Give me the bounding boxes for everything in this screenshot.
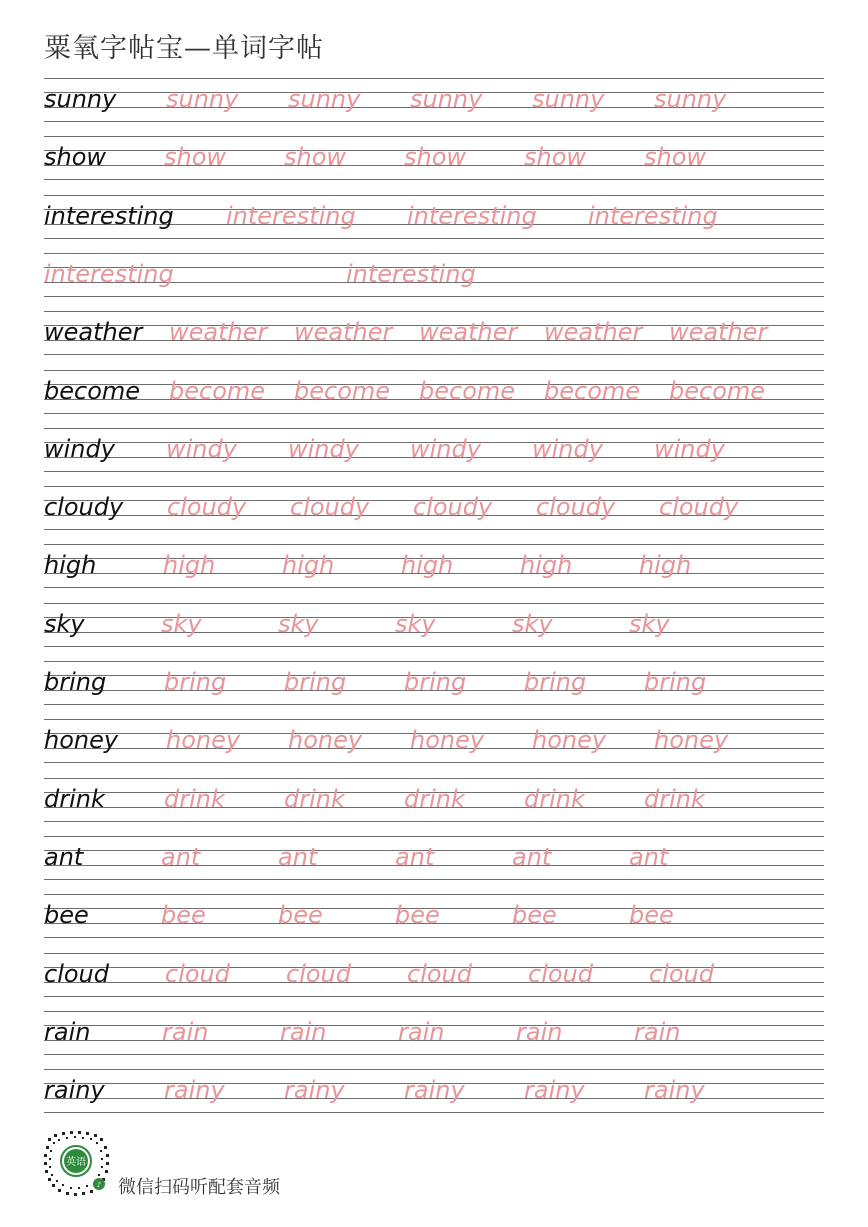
ruled-line (44, 136, 824, 137)
trace-word: cloud (286, 959, 351, 988)
model-word: show (44, 143, 107, 172)
word-row (44, 428, 824, 472)
trace-word: bring (404, 668, 467, 696)
trace-word: weather (669, 318, 768, 347)
word-row (44, 719, 824, 763)
trace-word: weather (544, 318, 643, 347)
word-row (44, 78, 824, 122)
trace-word: become (169, 376, 266, 405)
ruled-line (44, 471, 824, 472)
trace-word: honey (410, 726, 485, 755)
worksheet-rows (44, 0, 824, 1227)
trace-word: ant (512, 842, 552, 871)
ruled-line (44, 544, 824, 545)
trace-word: sky (512, 609, 553, 638)
ruled-line (44, 296, 824, 297)
trace-word: rain (280, 1017, 327, 1046)
model-word: sunny (44, 85, 117, 113)
trace-word: bring (644, 668, 707, 696)
trace-word: rainy (284, 1076, 345, 1105)
trace-word: become (669, 376, 766, 405)
model-word: windy (44, 434, 115, 463)
trace-word: bee (161, 901, 206, 930)
ruled-line (44, 370, 824, 371)
word-row (44, 603, 824, 647)
svg-text:♪: ♪ (96, 1181, 102, 1189)
model-word: honey (44, 726, 119, 755)
ruled-line (44, 953, 824, 954)
qr-code-icon (42, 1128, 112, 1198)
trace-word: windy (410, 434, 481, 463)
trace-word: interesting (226, 201, 356, 230)
ruled-line (44, 486, 824, 487)
word-row (44, 544, 824, 588)
ruled-line (44, 937, 824, 938)
word-row (44, 778, 824, 822)
trace-word: bee (278, 901, 323, 930)
model-word: cloud (44, 959, 109, 988)
ruled-line (44, 1069, 824, 1070)
trace-word: honey (654, 726, 729, 755)
ruled-line (44, 121, 824, 122)
ruled-line (44, 704, 824, 705)
ruled-line (44, 1112, 824, 1113)
trace-word: ant (395, 842, 435, 871)
trace-word: windy (654, 434, 725, 463)
trace-word: bring (284, 668, 347, 696)
trace-word: sunny (166, 85, 239, 113)
trace-word: rainy (164, 1076, 225, 1105)
trace-word: cloud (649, 959, 714, 988)
model-word: ant (44, 842, 84, 871)
trace-word: cloudy (536, 493, 616, 522)
ruled-line (44, 179, 824, 180)
trace-word: become (544, 376, 641, 405)
trace-word: rainy (404, 1076, 465, 1105)
trace-word: cloudy (659, 493, 739, 522)
trace-word: ant (629, 842, 669, 871)
model-word: high (44, 551, 97, 580)
ruled-line (44, 646, 824, 647)
trace-word: windy (532, 434, 603, 463)
model-word: sky (44, 609, 85, 638)
ruled-line (44, 879, 824, 880)
trace-word: honey (288, 726, 363, 755)
trace-word: rain (516, 1017, 563, 1046)
trace-word: cloud (528, 959, 593, 988)
trace-word: sky (395, 609, 436, 638)
trace-word: rain (398, 1017, 445, 1046)
model-word: become (44, 376, 141, 405)
trace-word: show (284, 143, 347, 172)
trace-word: high (639, 551, 692, 580)
trace-word: windy (288, 434, 359, 463)
model-word: drink (44, 784, 105, 813)
trace-word: ant (161, 842, 201, 871)
model-word: bring (44, 668, 107, 696)
ruled-line (44, 253, 824, 254)
trace-word: bring (164, 668, 227, 696)
word-row (44, 836, 824, 880)
word-row (44, 370, 824, 414)
word-row (44, 1011, 824, 1055)
ruled-line (44, 762, 824, 763)
trace-word: drink (284, 784, 345, 813)
trace-word: become (294, 376, 391, 405)
ruled-line (44, 894, 824, 895)
trace-word: become (419, 376, 516, 405)
ruled-line (44, 413, 824, 414)
ruled-line (44, 428, 824, 429)
trace-word: weather (294, 318, 393, 347)
ruled-line (44, 354, 824, 355)
model-word: cloudy (44, 493, 124, 522)
trace-word: cloudy (413, 493, 493, 522)
word-row (44, 1069, 824, 1113)
trace-word: sunny (654, 85, 727, 113)
trace-word: drink (644, 784, 705, 813)
trace-word: interesting (407, 201, 537, 230)
ruled-line (44, 603, 824, 604)
trace-word: show (164, 143, 227, 172)
trace-word: sky (278, 609, 319, 638)
word-row (44, 486, 824, 530)
ruled-line (44, 1054, 824, 1055)
trace-word: drink (404, 784, 465, 813)
word-row (44, 253, 824, 297)
trace-word: interesting (346, 259, 476, 288)
footer-caption: 微信扫码听配套音频 (118, 1177, 280, 1198)
trace-word: windy (166, 434, 237, 463)
word-row (44, 136, 824, 180)
ruled-line (44, 195, 824, 196)
ruled-line (44, 1011, 824, 1012)
trace-word: high (520, 551, 573, 580)
trace-word: cloudy (290, 493, 370, 522)
trace-word: interesting (588, 201, 718, 230)
trace-word: sunny (532, 85, 605, 113)
trace-word: cloudy (167, 493, 247, 522)
trace-word: drink (164, 784, 225, 813)
trace-word: sunny (410, 85, 483, 113)
trace-word: cloud (165, 959, 230, 988)
ruled-line (44, 529, 824, 530)
trace-word: rainy (524, 1076, 585, 1105)
trace-word: high (282, 551, 335, 580)
trace-word: show (524, 143, 587, 172)
trace-word: rain (162, 1017, 209, 1046)
trace-word: rainy (644, 1076, 705, 1105)
trace-word: show (404, 143, 467, 172)
trace-word: show (644, 143, 707, 172)
ruled-line (44, 996, 824, 997)
ruled-line (44, 778, 824, 779)
word-row (44, 195, 824, 239)
word-row (44, 953, 824, 997)
ruled-line (44, 78, 824, 79)
trace-word: weather (419, 318, 518, 347)
word-row (44, 311, 824, 355)
trace-word: weather (169, 318, 268, 347)
ruled-line (44, 719, 824, 720)
model-word: interesting (44, 201, 174, 230)
trace-word: sunny (288, 85, 361, 113)
trace-word: honey (166, 726, 241, 755)
ruled-line (44, 836, 824, 837)
trace-word: high (163, 551, 216, 580)
word-row (44, 894, 824, 938)
word-row (44, 661, 824, 705)
trace-word: bee (395, 901, 440, 930)
ruled-line (44, 821, 824, 822)
trace-word: interesting (44, 259, 174, 288)
model-word: bee (44, 901, 89, 930)
trace-word: ant (278, 842, 318, 871)
trace-word: cloud (407, 959, 472, 988)
trace-word: drink (524, 784, 585, 813)
ruled-line (44, 238, 824, 239)
trace-word: bee (629, 901, 674, 930)
qr-code[interactable] (42, 1128, 112, 1198)
model-word: rainy (44, 1076, 105, 1105)
ruled-line (44, 587, 824, 588)
model-word: rain (44, 1017, 91, 1046)
model-word: weather (44, 318, 143, 347)
qr-badge-label: 英语 (66, 1157, 86, 1168)
trace-word: bring (524, 668, 587, 696)
trace-word: sky (161, 609, 202, 638)
ruled-line (44, 661, 824, 662)
trace-word: sky (629, 609, 670, 638)
trace-word: high (401, 551, 454, 580)
ruled-line (44, 311, 824, 312)
trace-word: bee (512, 901, 557, 930)
trace-word: honey (532, 726, 607, 755)
trace-word: rain (634, 1017, 681, 1046)
page-title: 粟氧字帖宝—单词字帖 (44, 33, 324, 64)
